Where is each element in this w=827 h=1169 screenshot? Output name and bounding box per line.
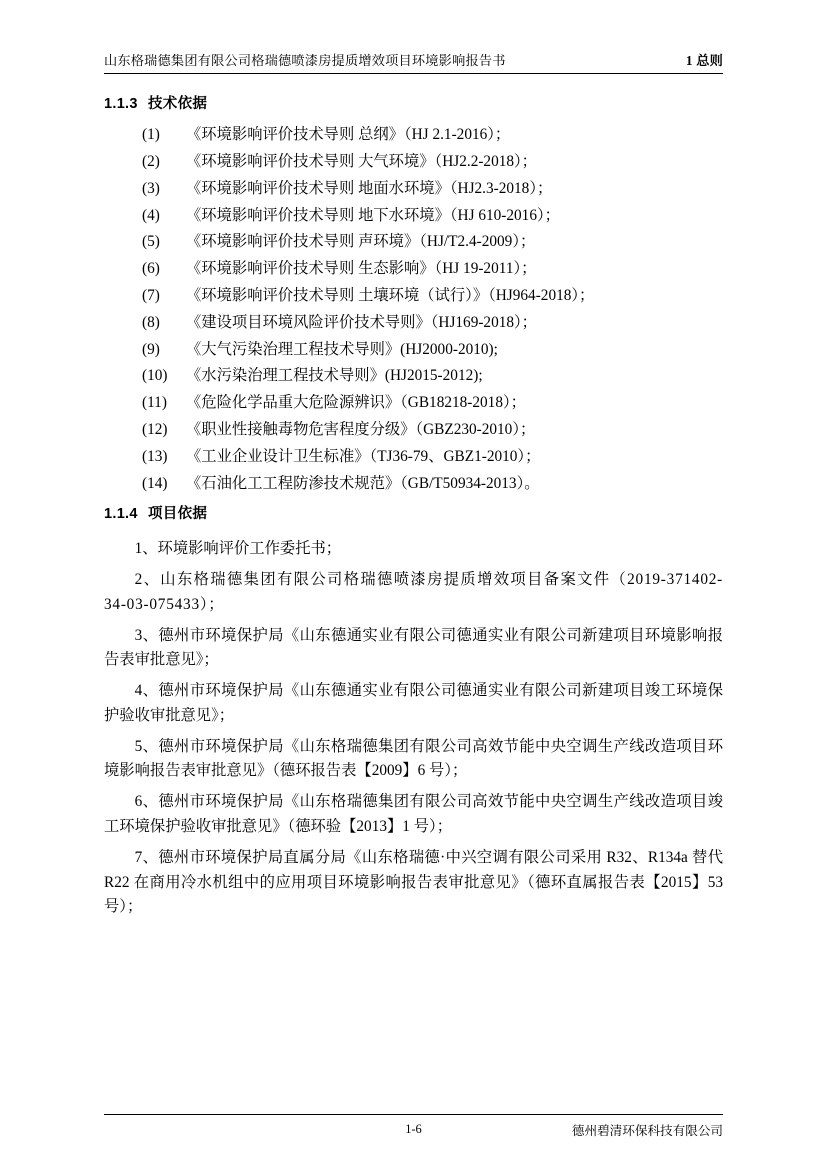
list-item [104,154,723,169]
list-item-text: 《大气污染治理工程技术导则》(HJ2000-2010); [186,340,498,358]
list-item [104,368,723,383]
list-item [104,342,723,357]
project-basis-paragraph: 1、环境影响评价工作委托书； [134,540,342,558]
list-item-index: (7) [142,286,160,304]
list-item [104,261,723,276]
list-item [104,234,723,249]
list-item [104,208,723,223]
footer-page-number: 1-6 [405,1122,422,1136]
list-item-text: 《工业企业设计卫生标准》（TJ36-79、GBZ1-2010）； [186,447,541,465]
header-document-title: 山东格瑞德集团有限公司格瑞德喷漆房提质增效项目环境影响报告书 [104,53,506,68]
list-item-text: 《职业性接触毒物危害程度分级》（GBZ230-2010）； [186,420,536,438]
list-item [104,395,723,410]
list-item-index: (11) [142,394,167,412]
list-item-index: (4) [142,206,160,224]
list-item-index: (9) [142,340,160,358]
list-item-text: 《环境影响评价技术导则 地面水环境》（HJ2.3-2018）； [186,179,553,197]
list-item-index: (10) [142,367,168,385]
list-item-text: 《环境影响评价技术导则 大气环境》（HJ2.2-2018）； [186,152,537,170]
list-item-text: 《危险化学品重大危险源辨识》（GB18218-2018）； [186,394,526,412]
section-heading-project-basis [104,502,723,523]
list-item-index: (1) [142,126,160,144]
list-item-index: (6) [142,260,160,278]
header-chapter-label: 1 总则 [685,53,723,68]
list-item-index: (8) [142,313,160,331]
project-basis-paragraph: 5、德州市环境保护局《山东格瑞德集团有限公司高效节能中央空调生产线改造项目环境影响报告表审批意见》（德环报告表【2009】6 号）； [104,737,723,780]
section-title: 技术依据 [148,96,208,113]
section-number: 1.1.4 [104,506,138,523]
list-item-text: 《环境影响评价技术导则 总纲》（HJ 2.1-2016）； [186,126,511,144]
project-basis-paragraph: 3、德州市环境保护局《山东德通实业有限公司德通实业有限公司新建项目环境影响报告表审批意见》； [104,626,723,669]
section-title: 项目依据 [148,506,208,523]
list-item-index: (3) [142,179,160,197]
technical-basis-list [104,127,723,491]
page-content [104,52,723,1121]
page-footer [104,1114,723,1139]
footer-company-name: 德州碧清环保科技有限公司 [571,1124,723,1138]
project-basis-paragraph: 2、山东格瑞德集团有限公司格瑞德喷漆房提质增效项目备案文件（2019-371402-34-03-075433）； [104,571,723,613]
project-basis-paragraph: 6、德州市环境保护局《山东格瑞德集团有限公司高效节能中央空调生产线改造项目竣工环境保护验收审批意见》（德环验【2013】1 号）； [104,793,723,835]
list-item [104,476,723,491]
list-item-text: 《环境影响评价技术导则 土壤环境（试行）》（HJ964-2018）； [186,286,595,304]
list-item-text: 《石油化工工程防渗技术规范》（GB/T50934-2013）。 [186,474,540,492]
list-item-index: (13) [142,447,168,465]
section-number: 1.1.3 [104,96,138,113]
list-item-index: (14) [142,474,168,492]
list-item [104,127,723,142]
list-item-index: (2) [142,152,160,170]
list-item [104,315,723,330]
project-basis-paragraph: 7、德州市环境保护局直属分局《山东格瑞德·中兴空调有限公司采用 R32、R134a 替代 R22 在商用冷水机组中的应用项目环境影响报告表审批意见》（德环直属报告表【2015】53 号）； [104,848,723,916]
project-basis-paragraph: 4、德州市环境保护局《山东德通实业有限公司德通实业有限公司新建项目竣工环境保护验收审批意见》； [104,682,723,724]
list-item [104,288,723,303]
list-item [104,422,723,437]
list-item [104,449,723,464]
list-item-text: 《环境影响评价技术导则 地下水环境》（HJ 610-2016）； [186,206,560,224]
section-heading-technical-basis [104,92,723,113]
list-item-text: 《建设项目环境风险评价技术导则》（HJ169-2018）； [186,313,537,331]
list-item-text: 《环境影响评价技术导则 声环境》（HJ/T2.4-2009）； [186,233,536,251]
document-body [104,74,723,920]
page-header [104,52,723,74]
list-item-index: (5) [142,233,160,251]
list-item [104,181,723,196]
list-item-text: 《环境影响评价技术导则 生态影响》（HJ 19-2011）； [186,260,537,278]
list-item-index: (12) [142,420,168,438]
list-item-text: 《水污染治理工程技术导则》(HJ2015-2012); [186,367,483,385]
